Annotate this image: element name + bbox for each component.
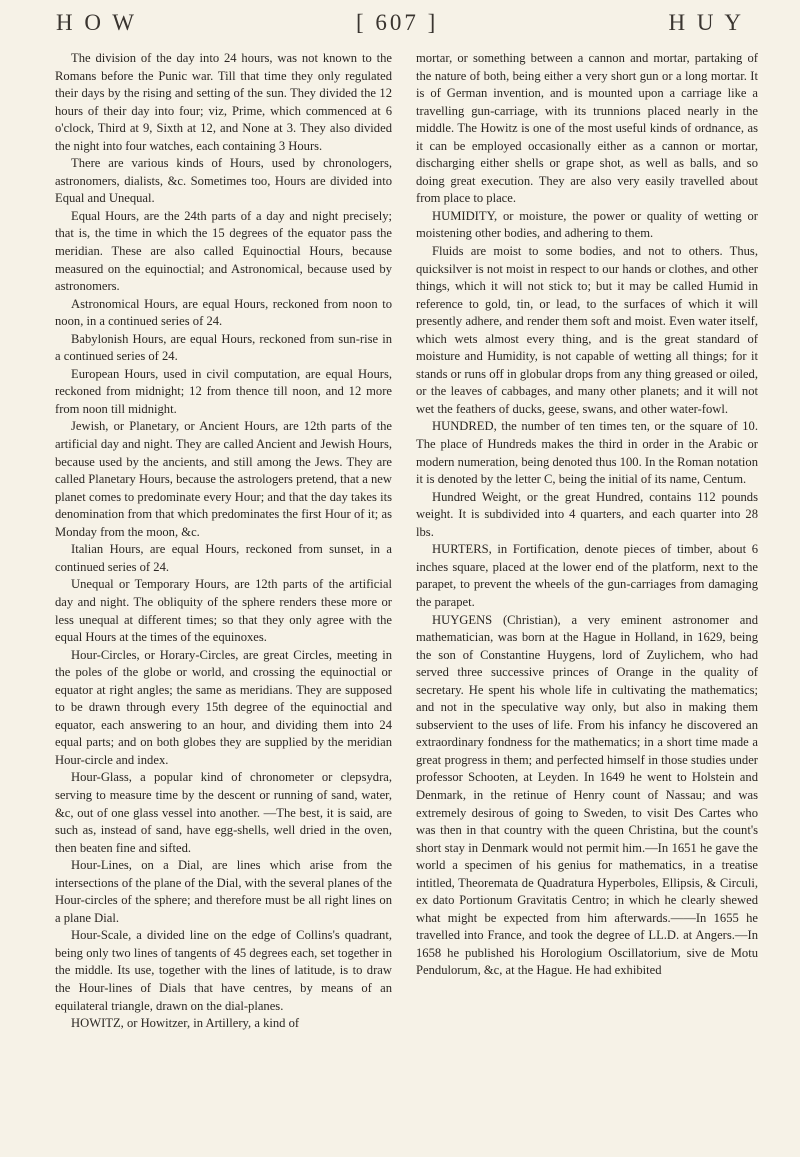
paragraph: Jewish, or Planetary, or Ancient Hours, are 12th parts of the artificial day and night. They are called Ancient and Jewish Hours, because used by the ancients, and still among the Jews. They are called Planetary Hours, because the astrologers pretend, that a new planet comes to predominate every Hour; and that the day takes its denomination from that which predominates the first Hour of it; as Monday from the moon, &c.: [55, 419, 392, 539]
header-left-catchword: H O W: [56, 10, 138, 35]
left-column: [55, 50, 392, 1150]
paragraph: HUMIDITY, or moisture, the power or quality of wetting or moistening other bodies, and adhering to them.: [416, 208, 758, 241]
paragraph: mortar, or something between a cannon and mortar, partaking of the nature of both, being either a very short gun or a long mortar. It is of German invention, and is mounted upon a carriage like a travelling gun-carriage, with its trunnions placed nearly in the middle. The Howitz is one of the most useful kinds of ordnance, as it can be employed occasionally either as a cannon or mortar, discharging either shells or grape shot, as well as balls, and so doing great execution. They are also very easily travelled about from place to place.: [416, 51, 758, 206]
paragraph: Astronomical Hours, are equal Hours, reckoned from noon to noon, in a continued series of 24.: [55, 296, 392, 329]
paragraph: HUNDRED, the number of ten times ten, or the square of 10. The place of Hundreds makes the third in order in the Arabic or modern numeration, being denoted thus 100. In the Roman notation it is denoted by the letter C, being the initial of its name, Centum.: [416, 419, 758, 487]
paragraph: HURTERS, in Fortification, denote pieces of timber, about 6 inches square, placed at the lower end of the platform, next to the parapet, to prevent the wheels of the gun-carriages from damaging the parapet.: [416, 542, 758, 609]
paragraph: Hundred Weight, or the great Hundred, contains 112 pounds weight. It is subdivided into 4 quarters, and each quarter into 28 lbs.: [416, 489, 758, 539]
paragraph: Fluids are moist to some bodies, and not to others. Thus, quicksilver is not moist in respect to our hands or clothes, and other things, which it will not stick to; but it may be called Humid in reference to gold, tin, or lead, to the surfaces of which it will presently adhere, and render them soft and moist. Even water itself, which wets almost every thing, and is the great standard of moisture and Humidity, is not capable of wetting all things; for it stands or runs off in globular drops from any thing greased or oiled, or the leaves of cabbages, and many other planets; and it will not wet the feathers of ducks, geese, swans, and other water-fowl.: [416, 244, 758, 416]
header-right-catchword: H U Y: [668, 10, 744, 35]
paragraph: Hour-Circles, or Horary-Circles, are great Circles, meeting in the poles of the globe or world, and crossing the equinoctial or equator at right angles; the same as meridians. They are supposed to be drawn through every 15th degree of the equinoctial and equator, each answering to an hour, and dividing them into 24 equal parts; and on both globes they are supplied by the meridian Hour-circle and index.: [55, 647, 392, 767]
paragraph: Babylonish Hours, are equal Hours, reckoned from sun-rise in a continued series of 24.: [55, 331, 392, 364]
paragraph: HUYGENS (Christian), a very eminent astronomer and mathematician, was born at the Hague in Holland, in 1629, being the son of Constantine Huygens, lord of Zuylichem, who had served three successive princes of Orange in the quality of secretary. He spent his whole life in cultivating the mathematics; and not in the speculative way only, but also in making them subservient to the uses of life. From his infancy he discovered an extraordinary fondness for the mathematics; in a short time made a great progress in them; and perfected himself in those studies under professor Schooten, at Leyden. In 1649 he went to Holstein and Denmark, in the retinue of Henry count of Nassau; and was extremely desirous of going to Sweden, to visit Des Cartes who was then in that country with the queen Christina, but the count's short stay in Denmark would not permit him.—In 1651 he gave the world a specimen of his genius for mathematics, in a treatise intitled, Theoremata de Quadratura Hyperboles, Ellipsis, & Circuli, ex dato Portionum Gravitatis Centro; in which he clearly shewed what might be expected from him afterwards.——In 1655 he travelled into France, and took the degree of LL.D. at Angers.—In 1658 he published his Horologium Oscillatorium, sive de Motu Pendulorum, &c, at the Hague. He had exhibited: [416, 612, 758, 978]
paragraph: Equal Hours, are the 24th parts of a day and night precisely; that is, the time in which the 15 degrees of the equator pass the meridian. These are also called Equinoctial Hours, because measured on the equinoctial; and Astronomical, because used by astronomers.: [55, 208, 392, 294]
paragraph: European Hours, used in civil computation, are equal Hours, reckoned from midnight; 12 from thence till noon, and 12 more from noon till midnight.: [55, 366, 392, 416]
paragraph: Unequal or Temporary Hours, are 12th parts of the artificial day and night. The obliquity of the sphere renders these more or less unequal at different times; so that they only agree with the equal Hours at the times of the equinoxes.: [55, 577, 392, 645]
page-number: [ 607 ]: [356, 10, 439, 35]
paragraph: Italian Hours, are equal Hours, reckoned from sunset, in a continued series of 24.: [55, 542, 392, 574]
right-column: [416, 50, 758, 1150]
paragraph: HOWITZ, or Howitzer, in Artillery, a kind of: [71, 1016, 300, 1031]
page-header: [56, 6, 744, 40]
paragraph: Hour-Lines, on a Dial, are lines which arise from the intersections of the plane of the Dial, with the several planes of the Hour-circles of the sphere; and therefore must be all right lines on a plane Dial.: [55, 858, 392, 925]
paragraph: The division of the day into 24 hours, was not known to the Romans before the Punic war. Till that time they only regulated their days by the rising and setting of the sun. They divided the 12 hours of their day into four; viz, Prime, which commenced at 6 o'clock, Third at 9, Sixth at 12, and None at 3. They also divided the night into four watches, each containing 3 Hours.: [55, 51, 392, 153]
paragraph: There are various kinds of Hours, used by chronologers, astronomers, dialists, &c. Sometimes too, Hours are divided into Equal and Unequal.: [55, 156, 392, 206]
paragraph: Hour-Glass, a popular kind of chronometer or clepsydra, serving to measure time by the descent or running of sand, water, &c, out of one glass vessel into another. —The best, it is said, are such as, instead of sand, have egg-shells, well dried in the oven, then beaten fine and sifted.: [55, 770, 392, 855]
paragraph: Hour-Scale, a divided line on the edge of Collins's quadrant, being only two lines of tangents of 45 degrees each, set together in the middle. Its use, together with the lines of latitude, is to draw the Hour-lines of Dials that have centres, by means of an equilateral triangle, drawn on the dial-planes.: [55, 928, 392, 1013]
